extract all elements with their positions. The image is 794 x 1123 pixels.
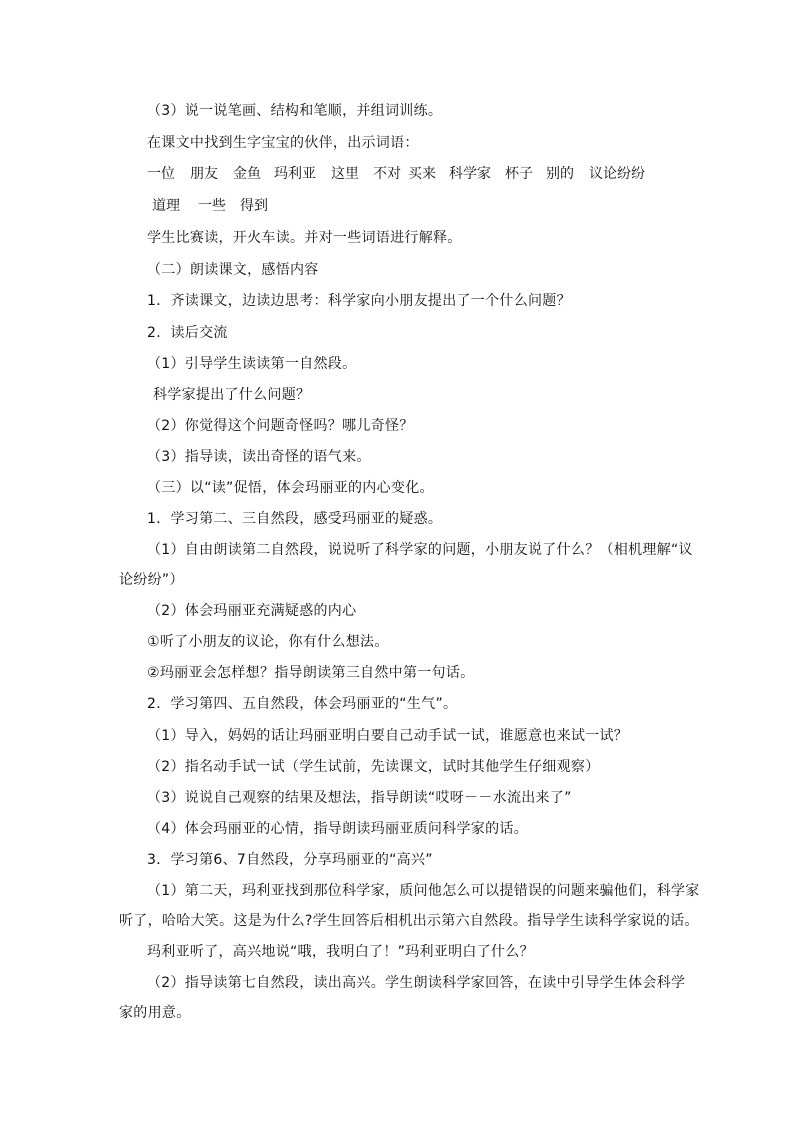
vocabulary-word: 这里	[331, 166, 359, 182]
paragraph-line: ①听了小朋友的议论，你有什么想法。	[147, 634, 389, 650]
vocabulary-word: 别的	[546, 166, 574, 182]
paragraph-line: （3）说一说笔画、结构和笔顺，并组词训练。	[147, 103, 443, 119]
paragraph-line: （2）指名动手试一试（学生试前，先读课文，试时其他学生仔细观察）	[147, 759, 600, 775]
vocabulary-word: 得到	[240, 198, 268, 214]
paragraph-line: 3．学习第6、7自然段，分享玛丽亚的“高兴”	[147, 852, 433, 868]
vocabulary-word: 朋友	[190, 166, 218, 182]
vocabulary-word: 议论纷纷	[589, 166, 645, 182]
vocabulary-word: 道理	[152, 198, 180, 214]
paragraph-line: 玛利亚听了，高兴地说“哦，我明白了！”玛利亚明白了什么？	[147, 944, 534, 960]
vocabulary-word: 科学家	[449, 166, 491, 182]
paragraph-line: 1．学习第二、三自然段，感受玛丽亚的疑惑。	[147, 511, 443, 527]
vocabulary-word: 一些	[198, 198, 226, 214]
paragraph-line: 2．读后交流	[147, 325, 228, 341]
section-heading: （三）以“读”促悟，体会玛丽亚的内心变化。	[147, 480, 434, 496]
paragraph-line: 家的用意。	[119, 1005, 191, 1021]
paragraph-line: 2．学习第四、五自然段，体会玛丽亚的“生气”。	[147, 696, 458, 712]
vocabulary-word: 金鱼	[233, 166, 261, 182]
paragraph-line: 科学家提出了什么问题？	[153, 387, 311, 403]
paragraph-line: （3）指导读，读出奇怪的语气来。	[147, 449, 371, 465]
paragraph-line: （3）说说自己观察的结果及想法，指导朗读“哎呀－－水流出来了”	[147, 790, 572, 806]
paragraph-line: 学生比赛读，开火车读。并对一些词语进行解释。	[147, 230, 462, 246]
section-heading: （二）朗读课文，感悟内容	[147, 262, 319, 278]
paragraph-line: （2）体会玛丽亚充满疑惑的内心	[147, 603, 357, 619]
paragraph-line: 1．齐读课文，边读边思考：科学家向小朋友提出了一个什么问题？	[147, 293, 571, 309]
vocabulary-word: 一位	[147, 166, 175, 182]
paragraph-line: 论纷纷”）	[119, 572, 184, 588]
vocabulary-row	[147, 164, 667, 186]
paragraph-line: 在课文中找到生字宝宝的伙伴，出示词语：	[147, 135, 419, 151]
paragraph-line: 听了，哈哈大笑。这是为什么?学生回答后相机出示第六自然段。指导学生读科学家说的话。	[119, 913, 699, 929]
vocabulary-word: 不对	[373, 166, 401, 182]
vocabulary-word: 杯子	[505, 166, 533, 182]
paragraph-line: （1）自由朗读第二自然段，说说听了科学家的问题，小朋友说了什么？（相机理解“议	[147, 542, 693, 558]
paragraph-line: （1）导入，妈妈的话让玛丽亚明白要自己动手试一试，谁愿意也来试一试？	[147, 728, 629, 744]
paragraph-line: （2）你觉得这个问题奇怪吗？哪儿奇怪？	[147, 418, 414, 434]
paragraph-line: （1）第二天，玛利亚找到那位科学家，质问他怎么可以提错误的问题来骗他们，科学家	[147, 883, 700, 899]
paragraph-line: （1）引导学生读读第一自然段。	[147, 356, 357, 372]
paragraph-line: （2）指导读第七自然段，读出高兴。学生朗读科学家回答，在读中引导学生体会科学	[147, 975, 686, 991]
vocabulary-word: 买来	[408, 166, 436, 182]
paragraph-line: ②玛丽亚会怎样想？指导朗读第三自然中第一句话。	[147, 665, 475, 681]
vocabulary-row	[152, 196, 352, 218]
paragraph-line: （4）体会玛丽亚的心情，指导朗读玛丽亚质问科学家的话。	[147, 821, 529, 837]
vocabulary-word: 玛利亚	[274, 166, 316, 182]
